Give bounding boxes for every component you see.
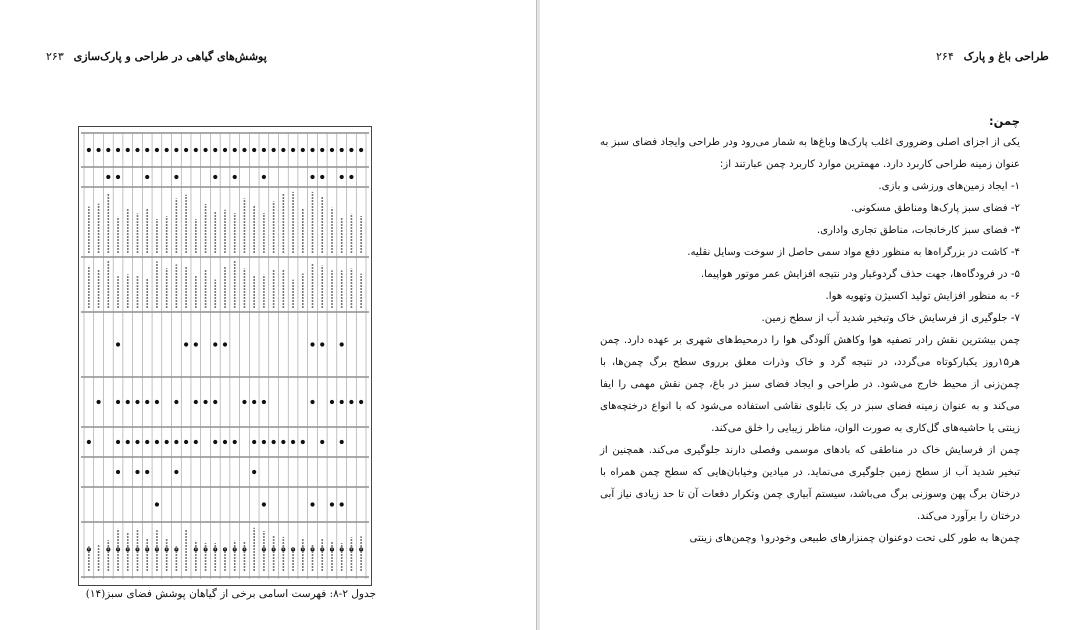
table-dot [135,470,139,474]
table-dot [340,342,344,346]
table-dot [310,148,314,152]
table-dot [194,148,198,152]
table-dot [320,148,324,152]
table-dot [87,440,91,444]
table-dot [223,148,227,152]
table-dot [233,148,237,152]
table-dot [155,440,159,444]
table-dot [213,440,217,444]
intro-paragraph: یکی از اجزای اصلی وضروری اغلب پارک‌ها وباغ‌ها به شمار می‌رود ودر طراحی وایجاد فضای سبز به عنوان زمینه طراحی کاربرد دارد. مهمترین موارد کاربرد چمن عبارتند از: [600,137,1020,170]
left-page-header [40,50,267,63]
right-page-number: ۲۶۴ [936,50,954,63]
table-dot [262,175,266,179]
table-dot [126,148,130,152]
table-dot [116,470,120,474]
table-dot [252,440,256,444]
table-dot [262,440,266,444]
table-dot [359,400,363,404]
table-dot [223,440,227,444]
table-dot [174,440,178,444]
table-dot [135,400,139,404]
table-dot [330,502,334,506]
section-heading: چمن: [989,114,1020,128]
body-text [600,110,1020,550]
table-dot [272,148,276,152]
table-dot [213,148,217,152]
table-dot [242,148,246,152]
table-dot [310,342,314,346]
table-dot [291,148,295,152]
table-dot [203,148,207,152]
table-dot [145,175,149,179]
table-dot [203,400,207,404]
table-dot [174,400,178,404]
table-dot [340,502,344,506]
table-dot [194,400,198,404]
table-dot [340,175,344,179]
table-dot [349,175,353,179]
table-dot [165,148,169,152]
table-dot [349,148,353,152]
table-dot [213,342,217,346]
table-dot [184,148,188,152]
table-dot [116,400,120,404]
table-dot [155,400,159,404]
right-page-header [930,50,1049,63]
left-page [0,0,537,630]
table-dot [174,148,178,152]
table-dot [262,148,266,152]
table-dot [194,440,198,444]
table-dot [310,400,314,404]
table-dot [262,400,266,404]
table-dot [252,470,256,474]
table-dot [252,148,256,152]
table-dot [96,148,100,152]
table-dot [106,148,110,152]
table-dot [184,342,188,346]
list-item: ۵- در فرودگاه‌ها، جهت حذف گردوغبار ودر نتیجه افزایش عمر موتور هواپیما. [700,269,1020,280]
table-dot [233,440,237,444]
plant-table-figure [78,126,372,586]
table-dot [116,440,120,444]
table-caption: جدول ۲-۸: فهرست اسامی برخی از گیاهان پوشش فضای سبز(۱۴) [85,588,376,600]
table-dot [116,148,120,152]
list-item: ۶- به منظور افزایش تولید اکسیژن وتهویه هوا. [825,291,1020,302]
body-paragraph: چمن‌ها به طور کلی تحت دوعنوان چمنزارهای طبیعی وخودرو۱ وچمن‌های زینتی [689,533,1020,544]
table-dot [126,400,130,404]
right-page-header-title: طراحی باغ و پارک [963,50,1049,63]
right-page [540,0,1080,630]
table-dot [145,400,149,404]
table-dot [145,148,149,152]
table-dot [184,440,188,444]
table-dot [165,440,169,444]
table-dot [155,148,159,152]
table-dot [310,175,314,179]
table-dot [242,400,246,404]
plant-table-graphic [79,127,371,585]
table-dot [262,502,266,506]
table-dot [213,175,217,179]
left-page-number: ۲۶۳ [46,50,64,63]
table-dot [330,400,334,404]
table-dot [301,440,305,444]
table-dot [359,148,363,152]
table-dot [291,440,295,444]
table-dot [340,440,344,444]
table-dot [340,148,344,152]
table-dot [272,440,276,444]
table-dot [223,342,227,346]
table-dot [330,148,334,152]
table-dot [320,440,324,444]
table-dot [233,175,237,179]
left-page-header-title: پوشش‌های گیاهی در طراحی و پارک‌سازی [73,50,267,63]
table-dot [281,440,285,444]
table-dot [349,400,353,404]
table-dot [174,175,178,179]
list-item: ۱- ایجاد زمین‌های ورزشی و بازی. [878,181,1020,192]
body-paragraph: چمن بیشترین نقش رادر تصفیه هوا وکاهش آلودگی هوا را درمحیط‌های شهری بر عهده دارد. چمن هر۱۵روز یکبارکوتاه می‌گردد، در نتیجه گرد و خاک وذرات معلق برروی سطح برگ چمن‌ها، با چمن‌زنی از محیط خارج می‌شود. در طراحی و ایجاد فضای سبز در باغ، چمن نقش مهمی را ایفا می‌کند و به عنوان زمینه فضای سبز در یک تابلوی نقاشی استفاده می‌شود که با انواع درختچه‌های زینتی یا حاشیه‌های گل‌کاری به صورت الوان، مناظر زیبایی را خلق می‌کند. [600,335,1020,434]
table-dot [106,175,110,179]
table-dot [126,440,130,444]
table-dot [96,400,100,404]
table-dot [155,502,159,506]
table-dot [135,148,139,152]
table-dot [87,148,91,152]
list-item: ۴- کاشت در بزرگراه‌ها به منظور دفع مواد سمی حاصل از سوخت وسایل نقلیه. [687,247,1020,258]
list-item: ۷- جلوگیری از فرسایش خاک وتبخیر شدید آب از سطح زمین. [761,313,1020,324]
table-dot [116,342,120,346]
table-dot [340,400,344,404]
table-dot [213,400,217,404]
table-dot [320,175,324,179]
table-dot [145,440,149,444]
table-dot [310,502,314,506]
list-item: ۲- فضای سبز پارک‌ها ومناطق مسکونی. [851,203,1020,214]
table-dot [145,470,149,474]
table-dot [194,342,198,346]
table-dot [301,148,305,152]
table-dot [116,175,120,179]
table-dot [135,440,139,444]
list-item: ۳- فضای سبز کارخانجات، مناطق تجاری واداری. [816,225,1020,236]
table-dot [252,400,256,404]
table-dot [281,148,285,152]
table-dot [320,342,324,346]
body-paragraph: چمن از فرسایش خاک در مناطقی که بادهای موسمی وفصلی دارند جلوگیری می‌کند. همچنین از تبخیر شدید آب از سطح زمین جلوگیری می‌نماید. در میادین وخیابان‌هایی که سطح چمن همراه با درختان برگ پهن وسوزنی برگ می‌باشد، سیستم آبیاری چمن وتکرار دفعات آن تا حد زیادی نیاز آبی درختان را برآورد می‌کند. [600,445,1020,522]
table-dot [174,470,178,474]
